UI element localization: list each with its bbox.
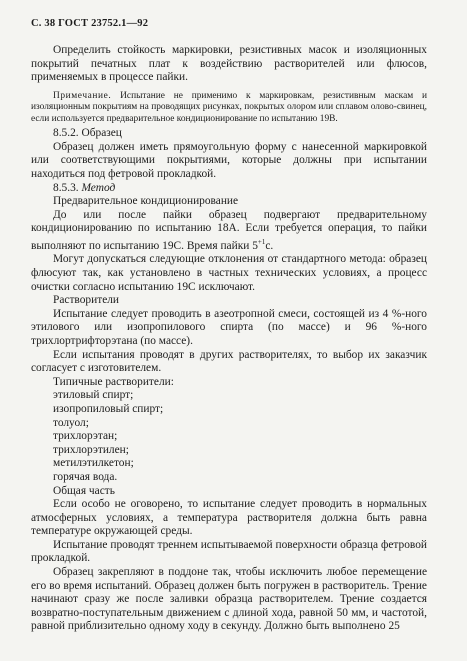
solvent-list-item: трихлорэтан; (53, 430, 118, 443)
note-text: Испытание не применимо к маркировкам, резистивным маскам и изоляционным покрытиям на проводящих рисунках, покрытых олором или сплавом олово-свинец, если используется предварительное кондиционирование по испытанию 19В. (31, 90, 427, 124)
general-heading: Общая часть (53, 484, 115, 497)
other-solvents-paragraph: Если испытания проводят в других растворителях, то выбор их заказчик согласует с изготовителем. (31, 348, 427, 375)
precondition-text-a: До или после пайки образец подвергают предварительному кондиционированию по испытанию 18А. Если требуется операция, то пайки выполняют по испытанию 19С. Время пайки 5 (31, 208, 427, 252)
fixing-paragraph: Образец закрепляют в поддоне так, чтобы исключить любое перемещение его во время испытаний. Образец должен быть погружен в растворитель. Трение начинают сразу же после заливки образца растворителем. Трение создается возвратно-поступательным движением с длиной хода, равной 50 мм, и частотой, равной приблизительно одному ходу в секунду. Должно быть выполнено 25 (31, 566, 427, 633)
typical-solvents-heading: Типичные растворители: (53, 375, 174, 388)
section-8-5-2-heading: 8.5.2. Образец (53, 127, 122, 140)
solvent-list (31, 389, 427, 484)
solvents-heading: Растворители (53, 294, 120, 307)
page-header: С. 38 ГОСТ 23752.1—92 (31, 18, 149, 29)
sample-paragraph: Образец должен иметь прямоугольную форму с нанесенной маркировкой или соответствующими покрытиями, которые должны при испытании находиться под фетровой прокладкой. (31, 140, 427, 181)
precondition-text-b: с. (265, 239, 274, 252)
note-label: Примечание. (53, 90, 112, 101)
solvent-list-item: изопропиловый спирт; (53, 402, 164, 415)
deviations-paragraph: Могут допускаться следующие отклонения от стандартного метода: образец флюсуют так, как установлено в частных технических условиях, а процесс очистки согласно испытанию 19С исключают. (31, 253, 427, 293)
general-paragraph: Если особо не оговорено, то испытание следует проводить в нормальных атмосферных условиях, а температура растворителя должна быть равна температуре окружающей среды. (31, 498, 427, 538)
solvent-list-item: трихлорэтилен; (53, 443, 129, 456)
document-body (31, 44, 427, 634)
rubbing-paragraph: Испытание проводят треннем испытываемой поверхности образца фетровой прокладкой. (31, 538, 427, 565)
precondition-superscript: +1 (257, 238, 266, 247)
intro-paragraph: Определить стойкость маркировки, резистивных масок и изоляционных покрытий печатных плат к воздействию растворителей или флюсов, применяемых в процессе пайки. (31, 44, 427, 84)
precondition-paragraph (31, 209, 427, 254)
section-8-5-3-heading (31, 182, 427, 196)
note-paragraph (31, 91, 427, 126)
section-8-5-3-number: 8.5.3. (53, 181, 82, 194)
solvent-list-item: метилэтилкетон; (53, 457, 134, 470)
precondition-heading: Предварительное кондиционирование (53, 195, 239, 208)
section-8-5-3-title: Метод (81, 181, 116, 194)
solvent-list-item: горячая вода. (53, 470, 118, 483)
solvent-list-item: толуол; (53, 416, 89, 429)
solvents-paragraph: Испытание следует проводить в азеотропной смеси, состоящей из 4 %-ного этилового или изопропилового спирта (по массе) и 96 %-ного трихлортрифторэтана (по массе). (31, 307, 427, 347)
solvent-list-item: этиловый спирт; (53, 389, 134, 402)
